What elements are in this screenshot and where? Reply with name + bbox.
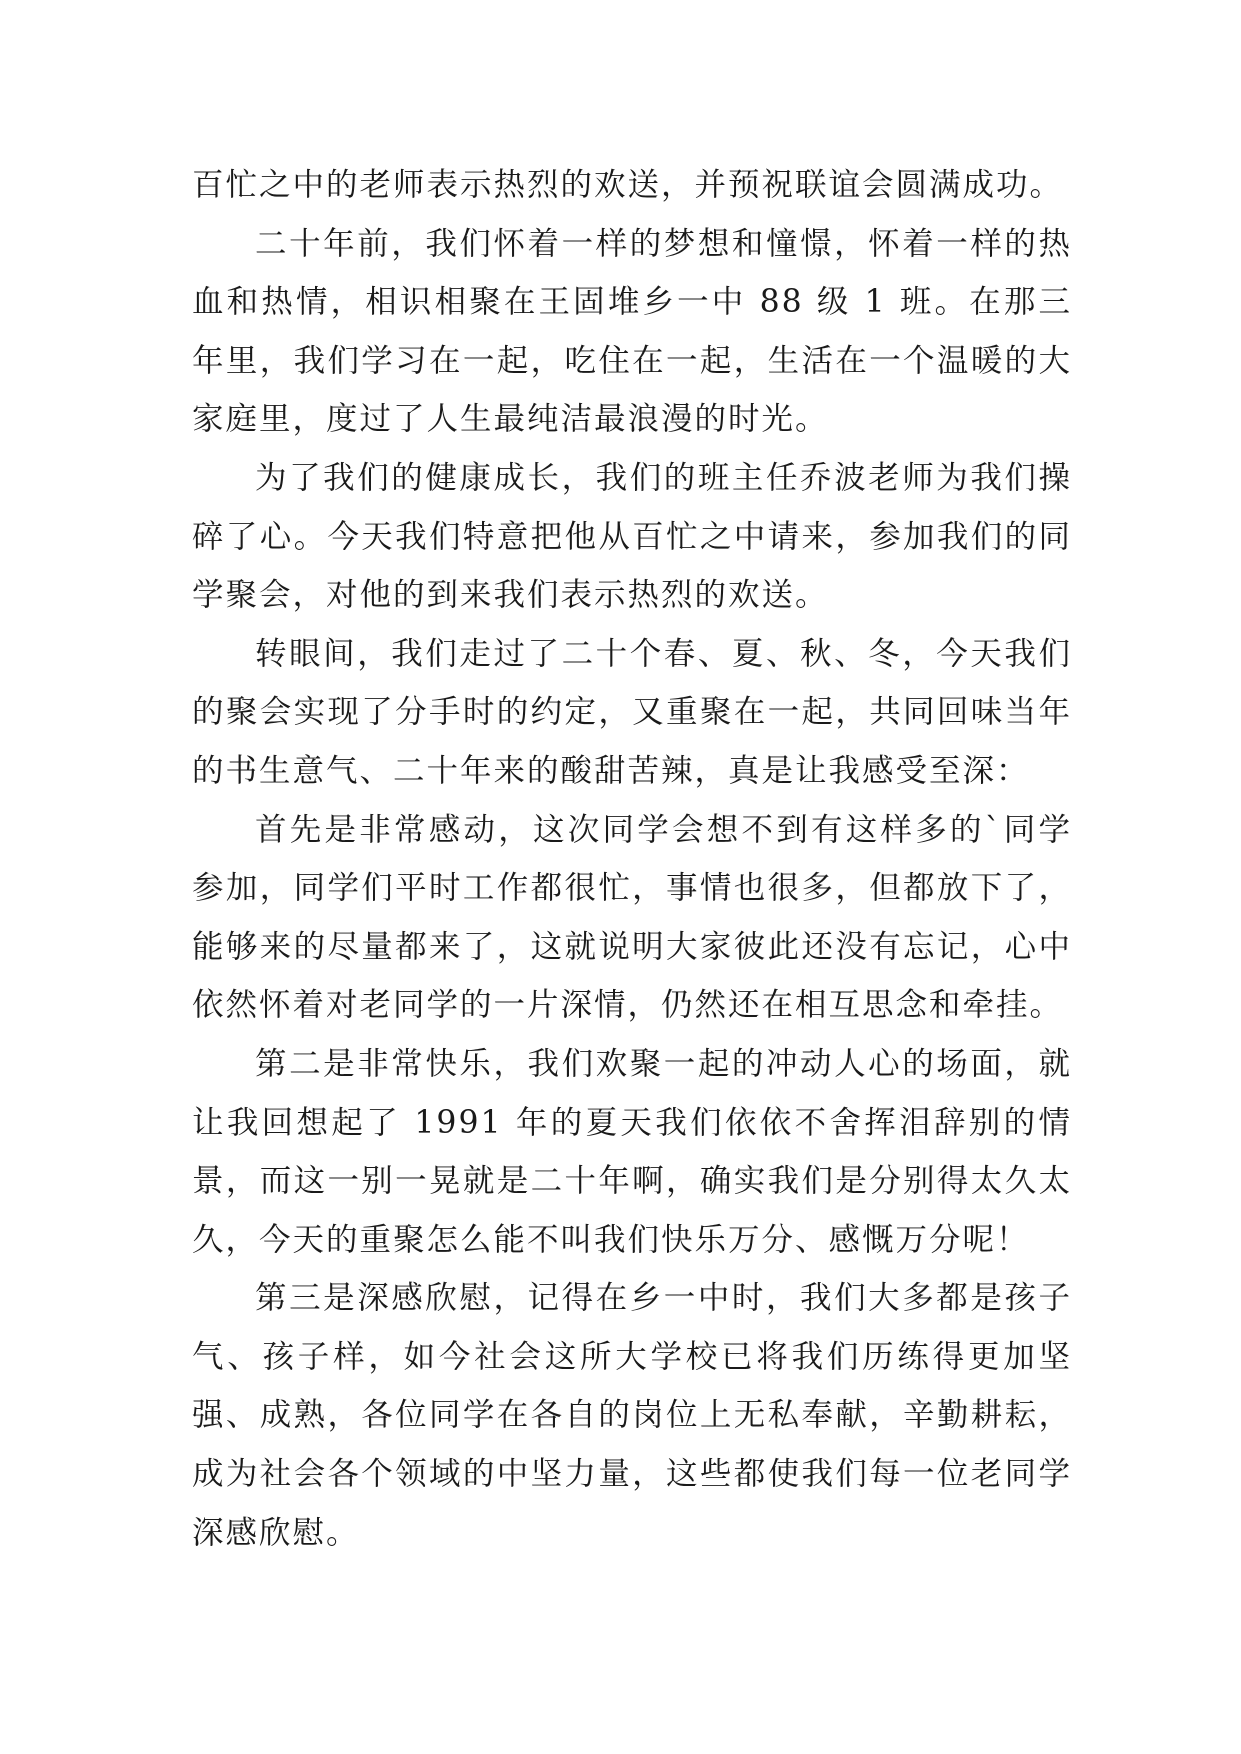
paragraph-class-teacher: 为了我们的健康成长，我们的班主任乔波老师为我们操碎了心。今天我们特意把他从百忙之中请来，参加我们的同学聚会，对他的到来我们表示热烈的欢送。 bbox=[192, 459, 1072, 614]
paragraph-second-happy: 第二是非常快乐，我们欢聚一起的冲动人心的场面，就让我回想起了 1991 年的夏天我们依依不舍挥泪辞别的情景，而这一别一晃就是二十年啊，确实我们是分别得太久太久，今天的重聚怎么能不叫我们快乐万分、感慨万分呢！ bbox=[192, 1045, 1072, 1258]
paragraph-continued: 百忙之中的老师表示热烈的欢送，并预祝联谊会圆满成功。 bbox=[192, 167, 1064, 203]
paragraph-twenty-years-ago: 二十年前，我们怀着一样的梦想和憧憬，怀着一样的热血和热情，相识相聚在王固堆乡一中 88 级 1 班。在那三年里，我们学习在一起，吃住在一起，生活在一个温暖的大家庭里，度过了人生最纯洁最浪漫的时光。 bbox=[192, 225, 1072, 438]
paragraph-third-gratified: 第三是深感欣慰，记得在乡一中时，我们大多都是孩子气、孩子样，如今社会这所大学校已将我们历练得更加坚强、成熟，各位同学在各自的岗位上无私奉献，辛勤耕耘，成为社会各个领域的中坚力量，这些都使我们每一位老同学深感欣慰。 bbox=[192, 1280, 1072, 1551]
paragraph-first-moved: 首先是非常感动，这次同学会想不到有这样多的`同学参加，同学们平时工作都很忙，事情也很多，但都放下了，能够来的尽量都来了，这就说明大家彼此还没有忘记，心中依然怀着对老同学的一片深情，仍然还在相互思念和牵挂。 bbox=[192, 811, 1072, 1024]
paragraph-time-passed: 转眼间，我们走过了二十个春、夏、秋、冬，今天我们的聚会实现了分手时的约定，又重聚在一起，共同回味当年的书生意气、二十年来的酸甜苦辣，真是让我感受至深： bbox=[192, 635, 1072, 789]
document-body bbox=[192, 156, 1072, 1562]
